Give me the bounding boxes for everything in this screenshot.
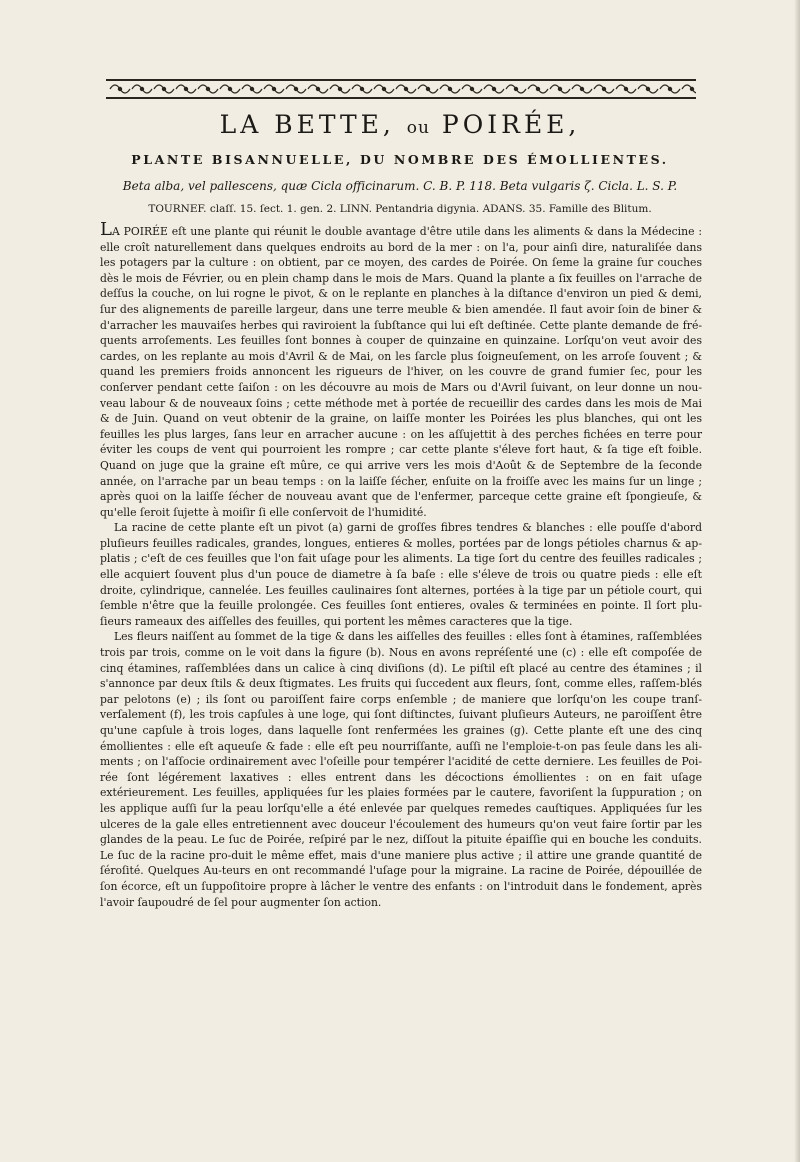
- ornament-dot: [580, 87, 583, 90]
- ornament-dot: [184, 87, 187, 90]
- ornament-dot: [602, 87, 605, 90]
- ornament-dot: [360, 87, 363, 90]
- ornamental-border: [106, 78, 696, 100]
- ornament-dot: [448, 87, 451, 90]
- synonyms-text: Beta alba, vel pallescens, quæ Cicla officinarum. C. B. P. 118. Beta vulgaris ζ. Cicla. L. S. P.: [122, 179, 678, 193]
- ornament-dot: [514, 87, 517, 90]
- ornament-dot: [140, 87, 143, 90]
- paragraph-cultivation: [100, 219, 702, 520]
- ornament-dot: [558, 87, 561, 90]
- ornament-dot: [536, 87, 539, 90]
- page-title: [0, 110, 800, 143]
- title-alt: POIRÉE,: [441, 110, 581, 139]
- ornament-dot: [316, 87, 319, 90]
- plant-classification: PLANTE BISANNUELLE, DU NOMBRE DES ÉMOLLIENTES.: [131, 152, 669, 167]
- ornament-dot: [338, 87, 341, 90]
- title-main: LA BETTE,: [219, 110, 395, 139]
- latin-synonyms: [0, 178, 800, 194]
- ornament-dot: [228, 87, 231, 90]
- ornament-dot: [492, 87, 495, 90]
- article-body: [100, 219, 702, 910]
- drop-cap: L: [100, 219, 112, 240]
- ornament-dot: [404, 87, 407, 90]
- ornament-dot: [426, 87, 429, 90]
- ornament-dot: [382, 87, 385, 90]
- ornament-dot: [690, 87, 693, 90]
- ornament-dot: [668, 87, 671, 90]
- paragraph-text: eſt une plante qui réunit le double avantage d'être utile dans les aliments & dans la Médecine : elle croît naturellement dans quelques endroits au bord de la mer : on l'a, pour ainſi dire, naturaliſée dans les potagers par la culture : on obtient, par ce moyen, des cardes de Poirée. On ſeme la graine ſur couches dès le mois de Février, ou en plein champ dans le mois de Mars. Quand la plante a ſix feuilles on l'arrache de deſſus la couche, on lui rogne le pivot, & on le replante en planches à la diſtance d'environ un pied & demi, ſur des alignements de pareille largeur, dans une terre meuble & bien amendée. Il faut avoir ſoin de biner & d'arracher les mauvaiſes herbes qui raviroient la ſubſtance qui lui eſt deſtinée. Cette plante demande de fré-quents arroſements. Les feuilles ſont bonnes à couper de quinzaine en quinzaine. Lorſqu'on veut avoir des cardes, on les replante au mois d'Avril & de Mai, on les ſarcle plus ſoigneuſement, on les arroſe ſouvent ; & quand les premiers froids annoncent les rigueurs de l'hiver, on les couvre de grand fumier ſec, pour les conſerver pendant cette ſaiſon : on les découvre au mois de Mars ou d'Avril ſuivant, on leur donne un nou-veau labour & de nouveaux ſoins ; cette méthode met à portée de recueillir des cardes dans les mois de Mai & de Juin. Quand on veut obtenir de la graine, on laiſſe monter les Poirées les plus blanches, qui ont les feuilles les plus larges, ſans leur en arracher aucune : on les aſſujettit à des perches fichées en terre pour éviter les coups de vent qui pourroient les rompre ; car cette plante s'éleve fort haut, & ſa tige eſt foible. Quand on juge que la graine eſt mûre, ce qui arrive vers les mois d'Août & de Septembre de la ſeconde année, on l'arrache par un beau temps : on la laiſſe ſécher, enſuite on la froiſſe avec les mains ſur un linge ; après quoi on la laiſſe ſécher de nouveau avant que de l'enfermer, parceque cette graine eſt ſpongieuſe, & qu'elle ſeroit ſujette à moiſir ſi elle conſervoit de l'humidité.: [100, 225, 702, 519]
- ornament-dot: [646, 87, 649, 90]
- ornament-dot: [162, 87, 165, 90]
- ornament-dot: [470, 87, 473, 90]
- botanical-authorities: TOURNEF. claſſ. 15. ſect. 1. gen. 2. LINN. Pentandria digynia. ADANS. 35. Famille des Blitum.: [148, 203, 652, 215]
- paragraph-description: La racine de cette plante eſt un pivot (a) garni de groſſes fibres tendres & blanches : elle pouſſe d'abord pluſieurs feuilles radicales, grandes, longues, entieres & molles, portées par de longs pétioles charnus & ap-platis ; c'eſt de ces feuilles que l'on fait uſage pour les aliments. La tige ſort du centre des feuilles radicales ; elle acquiert ſouvent plus d'un pouce de diametre à ſa baſe : elle s'éleve de trois ou quatre pieds : elle eſt droite, cylindrique, cannelée. Les feuilles caulinaires ſont alternes, portées à la tige par un pétiole court, qui ſemble n'être que la feuille prolongée. Ces feuilles ſont entieres, ovales & terminées en pointe. Il ſort plu-ſieurs rameaux des aiſſelles des feuilles, qui portent les mêmes caracteres que la tige.: [100, 521, 702, 628]
- title-ou: ou: [406, 118, 430, 138]
- ornament-dot: [272, 87, 275, 90]
- ornament-dot: [624, 87, 627, 90]
- ornament-dot: [118, 87, 121, 90]
- ornament-dot: [206, 87, 209, 90]
- ornament-dot: [250, 87, 253, 90]
- paragraph-lead: A POIRÉE: [111, 225, 168, 238]
- page-edge-shadow: [794, 0, 800, 1162]
- ornament-dot: [294, 87, 297, 90]
- paragraph-medicinal: Les fleurs naiſſent au ſommet de la tige & dans les aiſſelles des feuilles : elles ſont à étamines, raſſemblées trois par trois, comme on le voit dans la figure (b). Nous en avons repréſenté une (c) : elle eſt compoſée de cinq étamines, raſſemblées dans un calice à cinq diviſions (d). Le piſtil eſt placé au centre des étamines ; il s'annonce par deux ſtils & deux ſtigmates. Les fruits qui ſuccedent aux fleurs, ſont, comme elles, raſſem-blés par pelotons (e) ; ils ſont ou paroiſſent faire corps enſemble ; de maniere que lorſqu'on les coupe tranſ-verſalement (f), les trois capſules à une loge, qui ſont diſtinctes, ſuivant pluſieurs Auteurs, ne paroiſſent être qu'une capſule à trois loges, dans laquelle ſont renfermées les graines (g). Cette plante eſt une des cinq émollientes : elle eſt aqueuſe & fade : elle eſt peu nourriſſante, auſſi ne l'emploie-t-on pas ſeule dans les ali-ments ; on l'aſſocie ordinairement avec l'oſeille pour tempérer l'acidité de cette derniere. Les feuilles de Poi-rée ſont légérement laxatives : elles entrent dans les décoctions émollientes : on en fait uſage extérieurement. Les feuilles, appliquées ſur les plaies formées par le cautere, favoriſent la ſuppuration ; on les applique auſſi ſur la peau lorſqu'elle a été enlevée par quelques remedes cauſtiques. Appliquées ſur les ulceres de la gale elles entretiennent avec douceur l'écoulement des humeurs qu'on veut faire ſortir par les glandes de la peau. Le ſuc de Poirée, reſpiré par le nez, diſſout la pituite épaiſſie qui en bouche les conduits. Le ſuc de la racine pro-duit le même effet, mais d'une maniere plus active ; il attire une grande quantité de ſéroſité. Quelques Au-teurs en ont recommandé l'uſage pour la migraine. La racine de Poirée, dépouillée de ſon écorce, eſt un ſuppoſitoire propre à lâcher le ventre des enfants : on l'introduit dans le fondement, après l'avoir ſaupoudré de ſel pour augmenter ſon action.: [100, 630, 702, 909]
